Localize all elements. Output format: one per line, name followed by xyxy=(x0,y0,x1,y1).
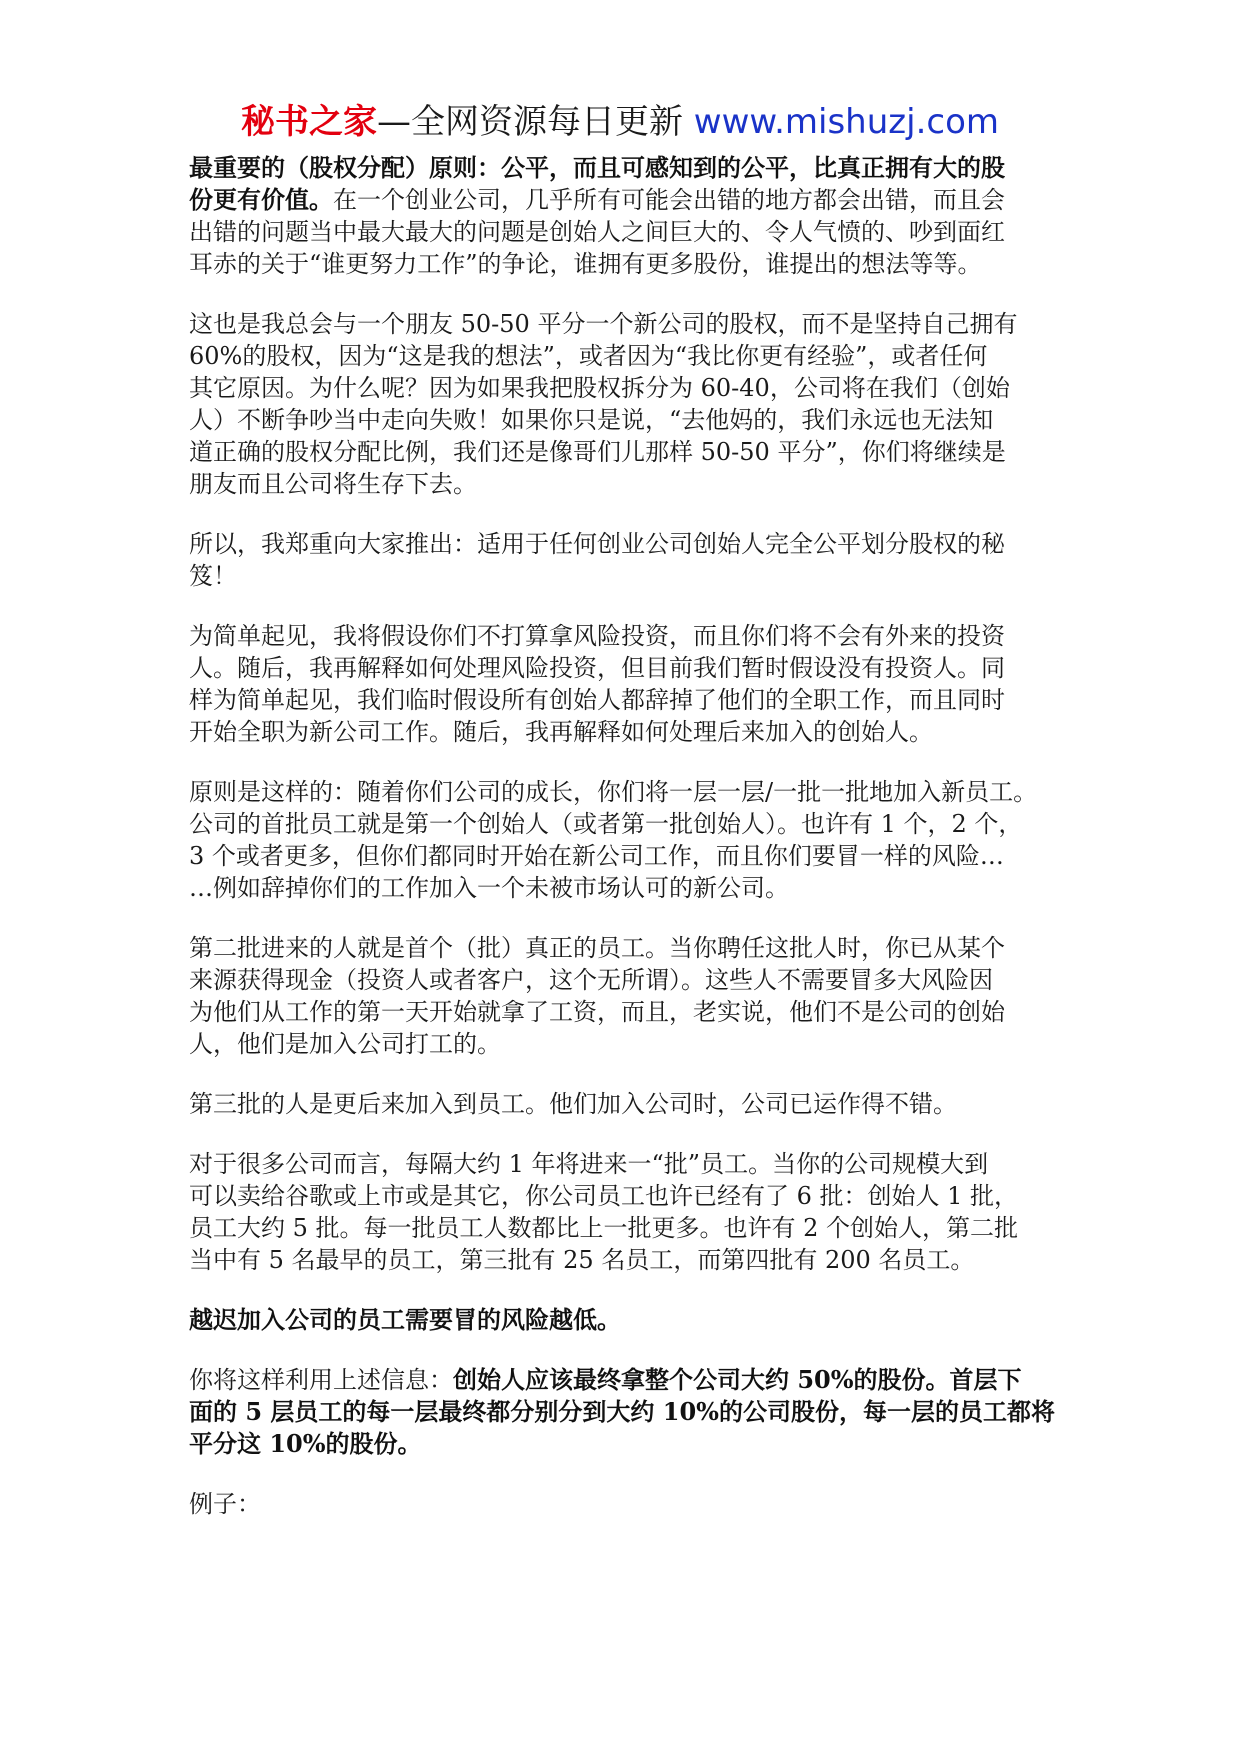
paragraph-text: 对于很多公司而言，每隔大约 1 年将进来一“批”员工。当你的公司规模大到 可以卖给谷歌或上市或是其它，你公司员工也许已经有了 6 批：创始人 1 批， 员工大约 5 批。每一批员工人数都比上一批更多。也许有 2 个创始人，第二批 当中有 5 名最早的员工，第三批有 25 名员工，而第四批有 200 名员工。 xyxy=(189,1150,1019,1274)
principle-bold-text: 最重要的（股权分配）原则：公平，而且可感知到的公平，比真正拥有大的股 份更有价值。 xyxy=(189,153,1005,214)
paragraph-third-batch xyxy=(189,1088,1069,1120)
site-header xyxy=(0,100,1240,144)
paragraph-text: 这也是我总会与一个朋友 50-50 平分一个新公司的股权，而不是坚持自己拥有 60%的股权，因为“这是我的想法”，或者因为“我比你更有经验”，或者任何 其它原因。为什么呢？因为如果我把股权拆分为 60-40，公司将在我们（创始 人）不断争吵当中走向失败！如果你只是说，“去他妈的，我们永远也无法知 道正确的股权分配比例，我们还是像哥们儿那样 50-50 平分”，你们将继续是 朋友而且公司将生存下去。 xyxy=(189,310,1018,498)
site-url-link[interactable]: www.mishuzj.com xyxy=(693,102,999,142)
paragraph-secret-intro xyxy=(189,528,1069,592)
paragraph-text: 在一个创业公司，几乎所有可能会出错的地方都会出错，而且会 出错的问题当中最大最大的问题是创始人之间巨大的、令人气愤的、吵到面红 耳赤的关于“谁更努力工作”的争论，谁拥有更多股份，谁提出的想法等等。 xyxy=(189,186,1005,278)
paragraph-risk-statement xyxy=(189,1304,1069,1336)
paragraph-example-label xyxy=(189,1488,1069,1520)
paragraph-text: 你将这样利用上述信息： xyxy=(189,1366,453,1394)
paragraph-text: 原则是这样的：随着你们公司的成长，你们将一层一层/一批一批地加入新员工。 公司的首批员工就是第一个创始人（或者第一批创始人）。也许有 1 个，2 个， 3 个或者更多，但你们都同时开始在新公司工作，而且你们要冒一样的风险… …例如辞掉你们的工作加入一个未被市场认可的新公司。 xyxy=(189,778,1038,902)
document-body xyxy=(189,152,1069,1548)
paragraph-principle xyxy=(189,152,1069,280)
paragraph-equal-split xyxy=(189,308,1069,500)
paragraph-assumptions xyxy=(189,620,1069,748)
paragraph-text: 所以，我郑重向大家推出：适用于任何创业公司创始人完全公平划分股权的秘 笈！ xyxy=(189,530,1005,590)
paragraph-text: 第三批的人是更后来加入到员工。他们加入公司时，公司已运作得不错。 xyxy=(189,1090,957,1118)
header-slogan: —全网资源每日更新 xyxy=(376,102,683,142)
paragraph-second-batch xyxy=(189,932,1069,1060)
paragraph-yearly-batches xyxy=(189,1148,1069,1276)
paragraph-allocation xyxy=(189,1364,1069,1460)
risk-bold-text: 越迟加入公司的员工需要冒的风险越低。 xyxy=(189,1305,621,1334)
paragraph-text: 例子： xyxy=(189,1490,261,1518)
paragraph-layers xyxy=(189,776,1069,904)
brand-name: 秘书之家 xyxy=(240,102,377,142)
allocation-bold-text: 创始人应该最终拿整个公司大约 50%的股份。首层下 面的 5 层员工的每一层最终都分别分到大约 10%的公司股份，每一层的员工都将 平分这 10%的股份。 xyxy=(189,1365,1055,1458)
paragraph-text: 为简单起见，我将假设你们不打算拿风险投资，而且你们将不会有外来的投资 人。随后，我再解释如何处理风险投资，但目前我们暂时假设没有投资人。同 样为简单起见，我们临时假设所有创始人都辞掉了他们的全职工作，而且同时 开始全职为新公司工作。随后，我再解释如何处理后来加入的创始人。 xyxy=(189,622,1005,746)
paragraph-text: 第二批进来的人就是首个（批）真正的员工。当你聘任这批人时，你已从某个 来源获得现金（投资人或者客户，这个无所谓）。这些人不需要冒多大风险因 为他们从工作的第一天开始就拿了工资，而且，老实说，他们不是公司的创始 人，他们是加入公司打工的。 xyxy=(189,934,1005,1058)
